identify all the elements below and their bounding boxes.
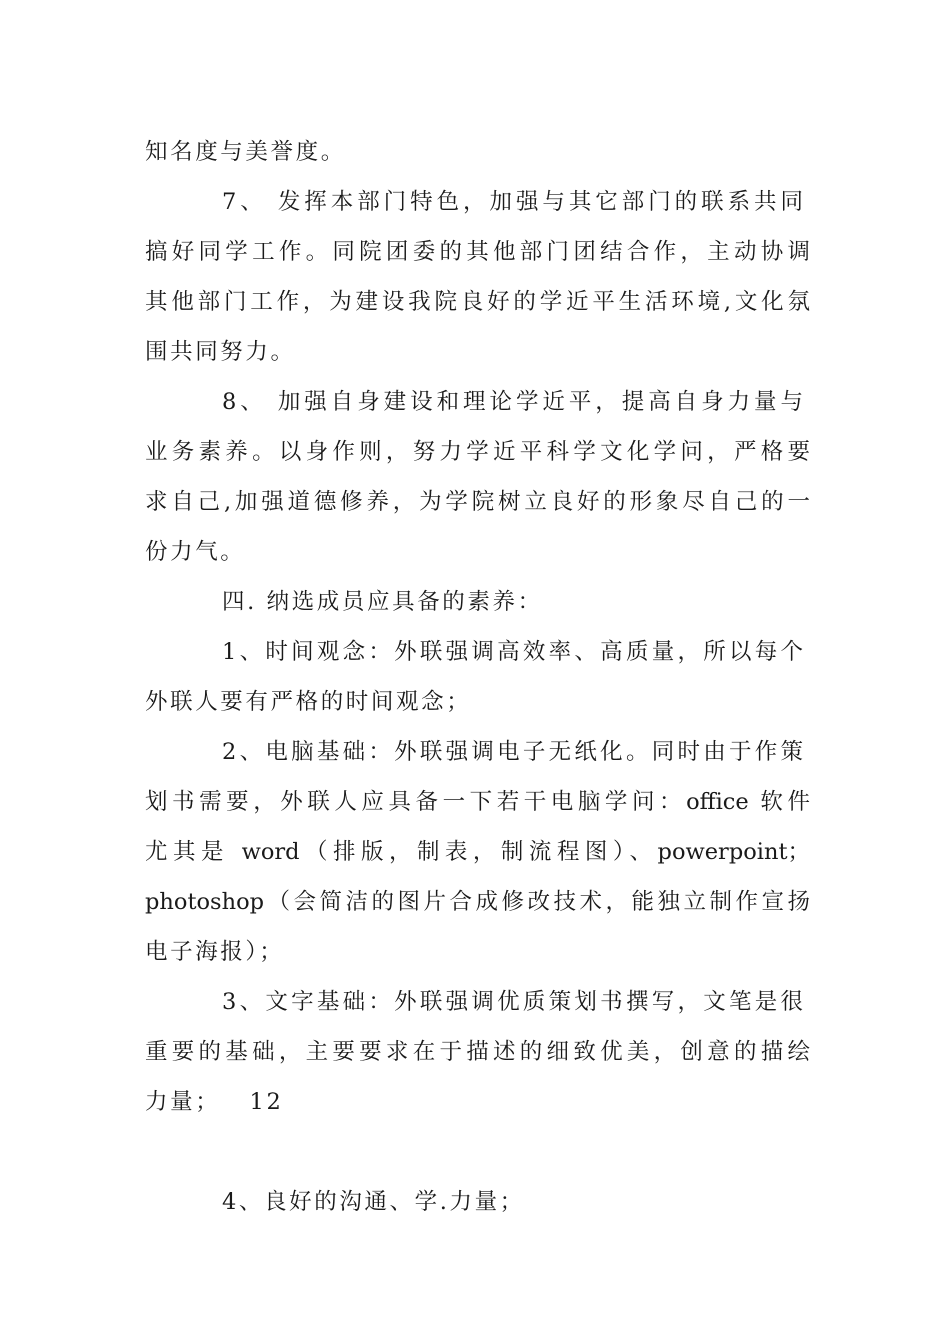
text-line: 其他部门工作，为建设我院良好的学近平生活环境,文化氛 [145, 289, 810, 315]
text-line: 业务素养。以身作则，努力学近平科学文化学问，严格要 [145, 439, 810, 465]
section-heading: 四. 纳选成员应具备的素养： [222, 589, 543, 615]
text-line: 8、 加强自身建设和理论学近平，提高自身力量与 [222, 389, 803, 415]
text-line: 力量； 12 [145, 1089, 284, 1115]
text-line: 2、电脑基础：外联强调电子无纸化。同时由于作策 [222, 739, 803, 765]
text-line: 3、文字基础：外联强调优质策划书撰写，文笔是很 [222, 989, 803, 1015]
text-line: 搞好同学工作。同院团委的其他部门团结合作，主动协调 [145, 239, 810, 265]
text-line: 电子海报）； [145, 939, 285, 965]
text-line: 外联人要有严格的时间观念； [145, 689, 472, 715]
text-line: 重要的基础，主要要求在于描述的细致优美，创意的描绘 [145, 1039, 810, 1065]
text-line: 知名度与美誉度。 [145, 139, 346, 165]
text-line: 围共同努力。 [145, 339, 296, 365]
text-line: 求自己,加强道德修养，为学院树立良好的形象尽自己的一 [145, 489, 810, 515]
text-line: 1、时间观念：外联强调高效率、高质量，所以每个 [222, 639, 803, 665]
text-line: photoshop（会简洁的图片合成修改技术，能独立制作宣扬 [145, 889, 810, 915]
text-line: 7、 发挥本部门特色，加强与其它部门的联系共同 [222, 189, 803, 215]
text-line: 划书需要，外联人应具备一下若干电脑学问：office 软件 [145, 789, 810, 815]
text-line: 尤其是 word（排版，制表，制流程图）、powerpoint； [145, 839, 810, 865]
text-line: 4、良好的沟通、学.力量； [222, 1189, 525, 1215]
text-line: 份力气。 [145, 539, 246, 565]
